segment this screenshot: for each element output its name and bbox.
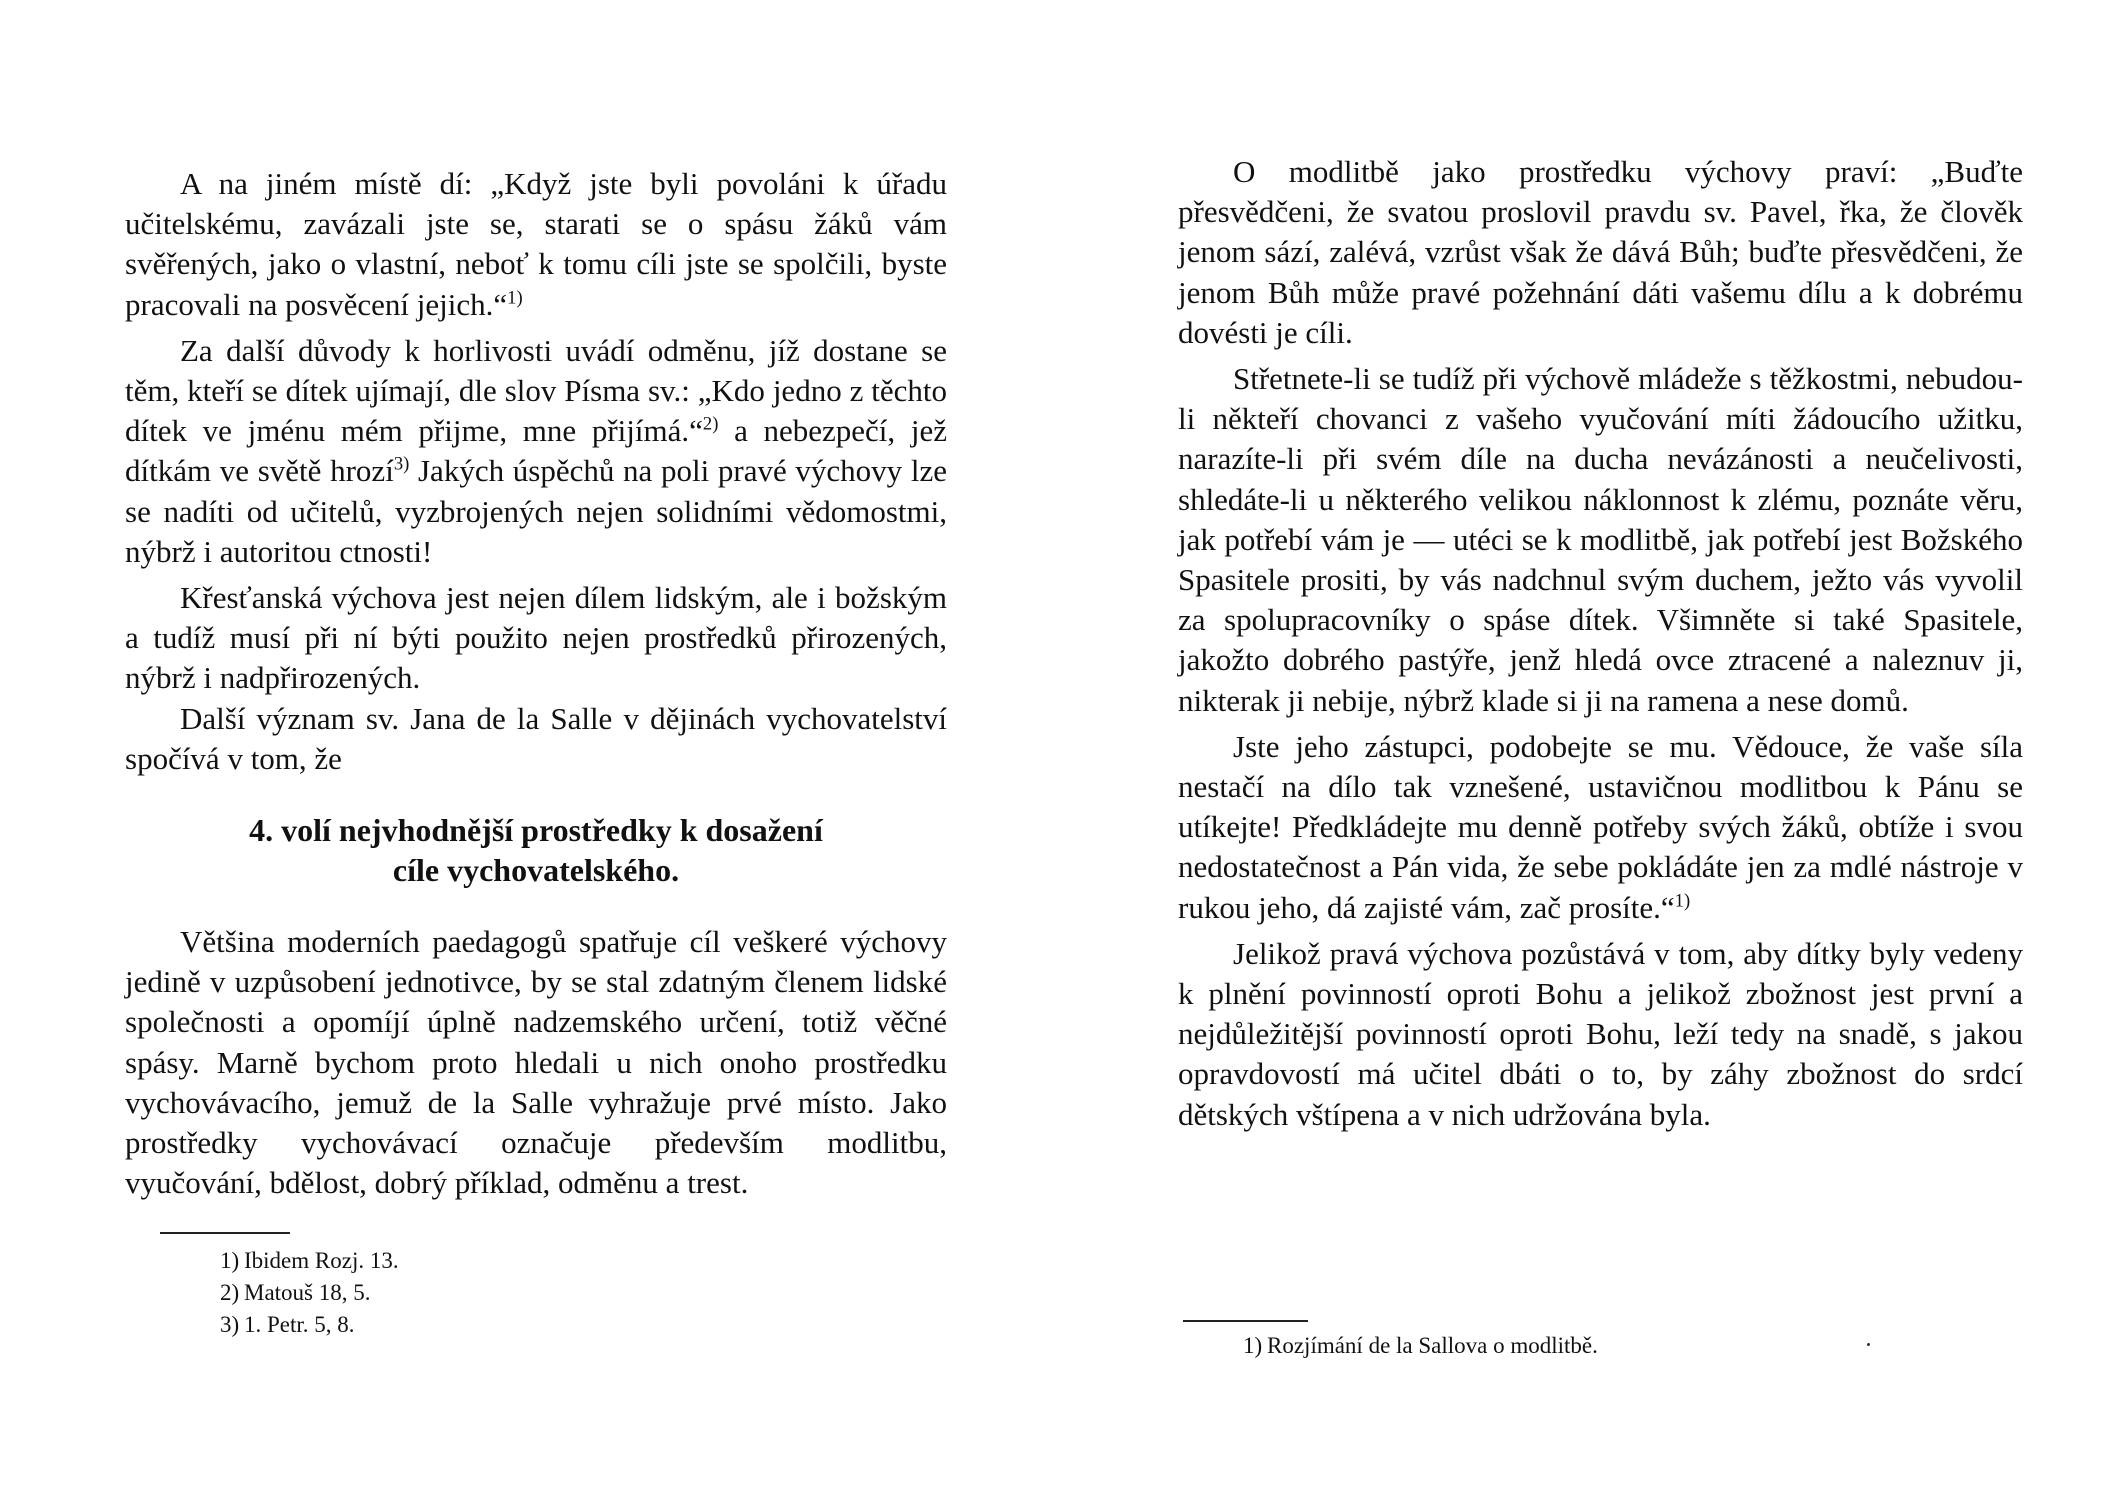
footnote-text: 1. Petr. 5, 8.: [244, 1312, 355, 1337]
right-footnotes: [1178, 1330, 2023, 1362]
left-paragraph-2-text-b: a nebezpečí, jež dítkám ve světě hrozí: [125, 413, 947, 489]
footnote-ref: 2): [702, 413, 719, 435]
footnote-item: [125, 1245, 947, 1277]
footnote-text: Ibidem Rozj. 13.: [244, 1248, 399, 1273]
footnote-item: [1178, 1330, 2023, 1362]
footnote-text: Matouš 18, 5.: [244, 1280, 371, 1305]
footnote-mark: 1): [220, 1248, 240, 1273]
footnote-mark: 2): [220, 1280, 240, 1305]
footnote-ref: 1): [507, 287, 523, 309]
footnote-ref: 3): [393, 454, 410, 476]
right-paragraph-3: [1178, 727, 2023, 928]
right-paragraph-1: O modlitbě jako prostředku výchovy praví: „Buďte přesvědčeni, že svatou proslovil pravdu sv. Pavel, řka, že člověk jenom sází, zalévá, vzrůst však že dává Bůh; buďte přesvědčeni, že jenom Bůh může pravé požehnání dáti vašemu dílu a k dobrému dovésti je cíli.: [1178, 154, 2023, 350]
right-paragraph-3-text: Jste jeho zástupci, podobejte se mu. Vědouce, že vaše síla nestačí na dílo tak vznešené, ustavičnou modlitbou k Pánu se utíkejte! Předkládejte mu denně potřeby svých žáků, obtíže i svou nedostatečnost a Pán vida, že sebe pokládáte jen za mdlé nástroje v rukou jeho, dá zajisté vám, zač prosíte.“: [1178, 728, 2023, 925]
ink-speck: [1867, 1343, 1870, 1346]
left-body: [125, 164, 947, 779]
section-heading-line-1: 4. volí nejvhodnější prostředky k dosažení: [249, 812, 823, 848]
left-paragraph-2-text-c: Jakých úspěchů na poli pravé výchovy lze se nadíti od učitelů, vyzbrojených nejen solidními vědomostmi, nýbrž i autoritou ctnosti!: [125, 453, 947, 569]
footnote-mark: 1): [1243, 1333, 1263, 1358]
footnote-text: Rozjímání de la Sallova o modlitbě.: [1267, 1333, 1598, 1358]
left-paragraph-1-text: A na jiném místě dí: „Když jste byli povoláni k úřadu učitelskému, zavázali jste se, starati se o spásu žáků vám svěřených, jako o vlastní, neboť k tomu cíli jste se spolčili, byste pracovali na posvěcení jejich.“: [125, 166, 947, 322]
footnote-ref: 1): [1674, 890, 1691, 912]
footnote-rule: [160, 1232, 290, 1234]
left-body-2: [125, 922, 947, 1203]
right-body: [1178, 152, 2023, 1135]
section-heading: [125, 810, 947, 890]
left-footnotes: [125, 1245, 947, 1341]
left-paragraph-3: Křesťanská výchova jest nejen dílem lidským, ale i božským a tudíž musí při ní býti použito nejen prostředků přirozených, nýbrž i nadpřirozených.: [125, 580, 947, 696]
section-heading-line-2: cíle vychovatelského.: [392, 852, 680, 888]
footnote-mark: 3): [220, 1312, 240, 1337]
right-paragraph-4: Jelikož pravá výchova pozůstává v tom, aby dítky byly vedeny k plnění povinností oproti Bohu a jelikož zbožnost jest první a nejdůležitější povinností oproti Bohu, leží tedy na snadě, s jakou opravdovostí má učitel dbáti o to, by záhy zbožnost do srdcí dětských vštípena a v nich udržována byla.: [1178, 935, 2023, 1132]
footnote-rule: [1183, 1320, 1308, 1322]
footnote-item: [125, 1309, 947, 1341]
footnote-item: [125, 1277, 947, 1309]
left-paragraph-5: Většina moderních paedagogů spatřuje cíl veškeré výchovy jedině v uzpůsobení jednotivce, by se stal zdatným členem lidské společnosti a opomíjí úplně nadzemského určení, totiž věčné spásy. Marně bychom proto hledali u nich onoho prostředku vychovávacího, jemuž de la Salle vyhražuje prvé místo. Jako prostředky vychovávací označuje především modlitbu, vyučování, bdělost, dobrý příklad, odměnu a trest.: [125, 924, 947, 1201]
left-paragraph-2-text-a: Za další důvody k horlivosti uvádí odměnu, jíž dostane se těm, kteří se dítek ujímají, dle slov Písma sv.: „Kdo jedno z těchto dítek ve jménu mém přijme, mne přijímá.“: [125, 332, 947, 449]
right-paragraph-2: Střetnete-li se tudíž při výchově mládeže s těžkostmi, nebudou-li někteří chovanci z vašeho vyučování míti žádoucího užitku, narazíte-li při svém díle na ducha nevázánosti a neučelivosti, shledáte-li u některého velikou náklonnost k zlému, poznáte věru, jak potřebí vám je — utéci se k modlitbě, jak potřebí jest Božského Spasitele prositi, by vás nadchnul svým duchem, ježto vás vyvolil za spolupracovníky o spáse dítek. Všimněte si také Spasitele, jakožto dobrého pastýře, jenž hledá ovce ztracené a naleznuv ji, nikterak ji nebije, nýbrž klade si ji na ramena a nese domů.: [1178, 361, 2023, 718]
left-paragraph-1: [125, 164, 947, 325]
left-paragraph-4: Další význam sv. Jana de la Salle v dějinách vychovatelství spočívá v tom, že: [125, 700, 947, 776]
left-paragraph-2: [125, 331, 947, 572]
